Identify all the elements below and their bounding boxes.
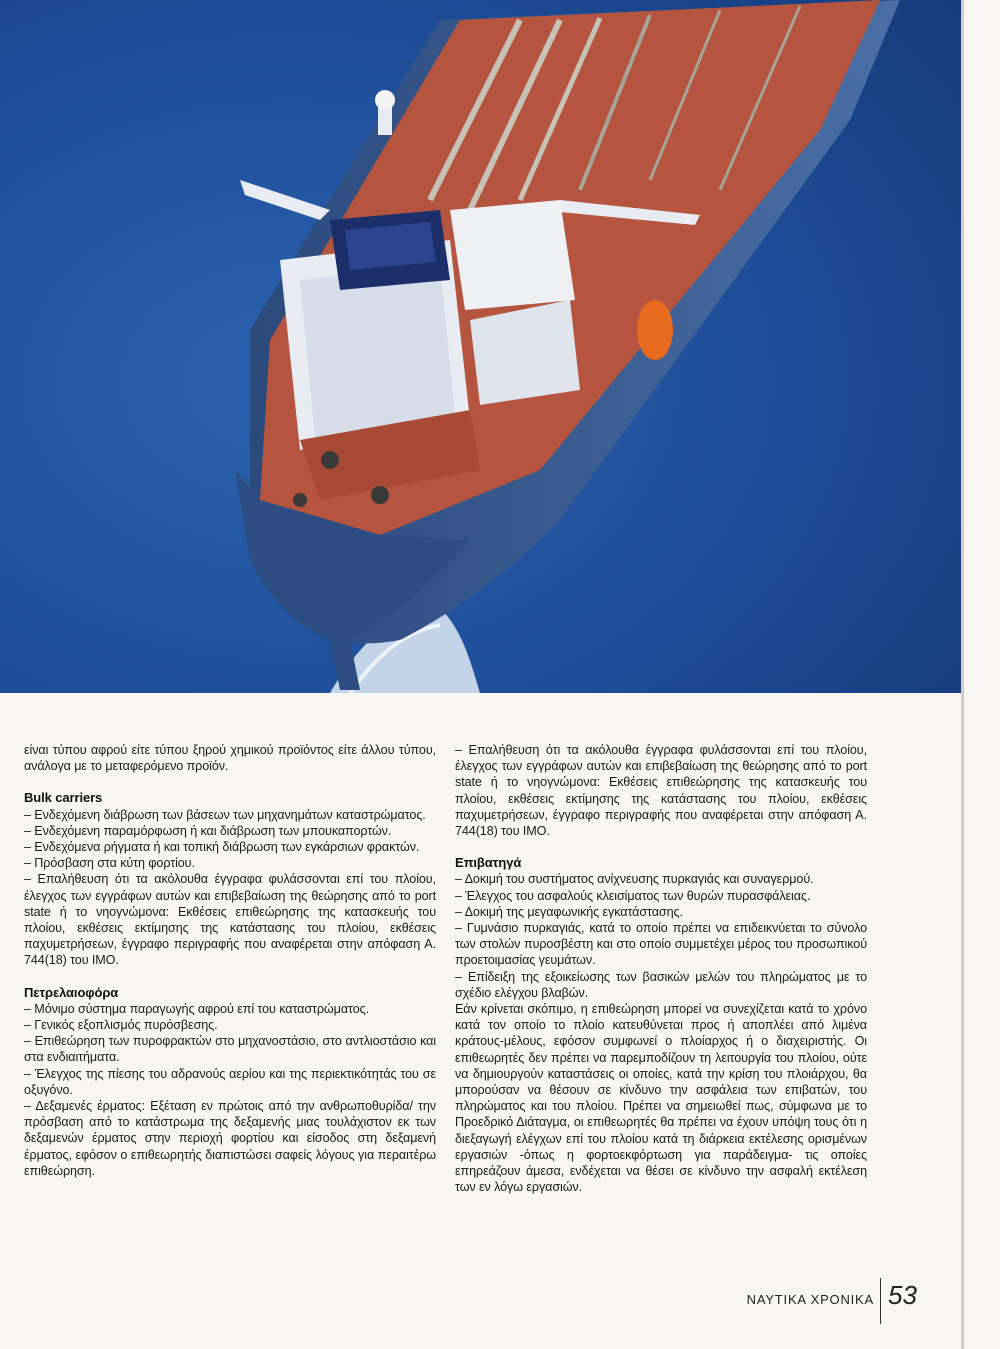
list-item: – Επίδειξη της εξοικείωσης των βασικών μελών του πληρώματος με το σχέδιο ελέγχου βλαβών. [455, 969, 867, 1000]
left-intro: είναι τύπου αφρού είτε τύπου ξηρού χημικού προϊόντος είτε άλλου τύπου, ανάλογα με το μεταφερόμενο προϊόν. [24, 743, 436, 774]
section-heading-passenger-ships: Επιβατηγά [455, 855, 522, 871]
closing-paragraph: Εάν κρίνεται σκόπιμο, η επιθεώρηση μπορεί να συνεχίζεται κατά το χρόνο κατά τον οποίο το πλοίο κατευθύνεται προς ή αποπλέει από λιμένα κράτους-μέλους, εφόσον συμφωνεί ο πλοίαρχος ή ο διαχειριστής. Οι επιθεωρητές δεν πρέπει να παρεμποδίζουν τη λειτουργία του πλοίου, ούτε να δημιουργούν καταστάσεις οι οποίες, κατά την κρίση του πλοιάρχου, θα μπορούσαν να θέσουν σε κίνδυνο την ασφάλεια των επιβατών, του πληρώματος και του πλοίου. Πρέπει να σημειωθεί πως, σύμφωνα με το Προεδρικό Διάταγμα, οι επιθεωρητές θα πρέπει να έχουν υπόψη τους ότι η διεξαγωγή ελέγχων επί του πλοίου κατά τη διάρκεια εκτέλεσης ορισμένων εργασιών -όπως η φορτοεκφόρτωση για παράδειγμα- τις οποίες επηρεάζουν άμεσα, ενδέχεται να θέσει σε κίνδυνο την ασφαλή εκτέλεση των εν λόγω εργασιών. [455, 1002, 867, 1195]
list-item: – Επιθεώρηση των πυροφρακτών στο μηχανοστάσιο, στο αντλιοστάσιο και στα ενδιαιτήματα. [24, 1034, 436, 1065]
list-item: – Δοκιμή της μεγαφωνικής εγκατάστασης. [455, 904, 683, 919]
ship-photo [0, 0, 962, 693]
list-item: – Ενδεχόμενα ρήγματα ή και τοπική διάβρωση των εγκάρσιων φρακτών. [24, 840, 420, 855]
page-edge [961, 0, 964, 1349]
page-number: 53 [888, 1280, 917, 1310]
lifeboat [637, 300, 673, 360]
section-heading-bulk-carriers: Bulk carriers [24, 790, 103, 806]
list-item: – Μόνιμο σύστημα παραγωγής αφρού επί του καταστρώματος. [24, 1001, 369, 1016]
publication-name: ΝΑΥΤΙΚΑ ΧΡΟΝΙΚΑ [746, 1292, 874, 1307]
page-footer [0, 1278, 962, 1324]
list-item: – Έλεγχος του ασφαλούς κλεισίματος των θυρών πυρασφάλειας. [455, 888, 811, 903]
list-item: – Γυμνάσιο πυρκαγιάς, κατά το οποίο πρέπει να επιδεικνύεται το σύνολο των στολών πυροσβέστη και στο οποίο συμμετέχει μέρος του προσωπικού προετοιμασίας γευμάτων. [455, 921, 867, 968]
list-item: – Ενδεχόμενη διάβρωση των βάσεων των μηχανημάτων καταστρώματος. [24, 807, 426, 822]
left-column [24, 742, 436, 1179]
list-item: – Ενδεχόμενη παραμόρφωση ή και διάβρωση των μπουκαπορτών. [24, 823, 392, 838]
tanker-ship-illustration [0, 0, 962, 693]
list-item: – Έλεγχος της πίεσης του αδρανούς αερίου και της περιεκτικότητάς του σε οξυγόνο. [24, 1066, 436, 1097]
list-item: – Δεξαμενές έρματος: Εξέταση εν πρώτοις από την ανθρωποθυρίδα/ την πρόσβαση από το κατάστρωμα της δεξαμενής μιας τουλάχιστον εκ των δεξαμενών έρματος στην περιοχή φορτίου και είσοδος στη δεξαμενή έρματος, εφόσον ο επιθεωρητής διαπιστώσει σαφείς λόγους για περαιτέρω επιθεώρηση. [24, 1099, 436, 1178]
right-intro: – Επαλήθευση ότι τα ακόλουθα έγγραφα φυλάσσονται επί του πλοίου, έλεγχος των εγγράφων αυτών και επιβεβαίωση της θεώρησης από το port state ή το νηογνώμονα: Εκθέσεις επιθεώρησης της κατασκευής του πλοίου, εκθέσεις εκτίμησης της κατάστασης του πλοίου, εκθέσεις παχυμετρήσεων, έγγραφο περιγραφής που αναφέρεται στην απόφαση Α. 744(18) του ΙΜΟ. [455, 743, 867, 839]
list-item: – Επαλήθευση ότι τα ακόλουθα έγγραφα φυλάσσονται επί του πλοίου, έλεγχος των εγγράφων αυτών και επιβεβαίωση της θεώρησης από το port state ή το νηογνώμονα: Εκθέσεις επιθεώρησης της κατασκευής του πλοίου, εκθέσεις εκτίμησης της κατάστασης του πλοίου, εκθέσεις παχυμετρήσεων, έγγραφο περιγραφής που αναφέρεται στην απόφαση Α. 744(18) του ΙΜΟ. [24, 872, 436, 968]
list-item: – Γενικός εξοπλισμός πυρόσβεσης. [24, 1018, 218, 1033]
footer-divider [880, 1278, 881, 1324]
list-item: – Δοκιμή του συστήματος ανίχνευσης πυρκαγιάς και συναγερμού. [455, 872, 814, 887]
list-item: – Πρόσβαση στα κύτη φορτίου. [24, 856, 195, 871]
right-column [455, 742, 867, 1195]
section-heading-tankers: Πετρελαιοφόρα [24, 984, 119, 1000]
